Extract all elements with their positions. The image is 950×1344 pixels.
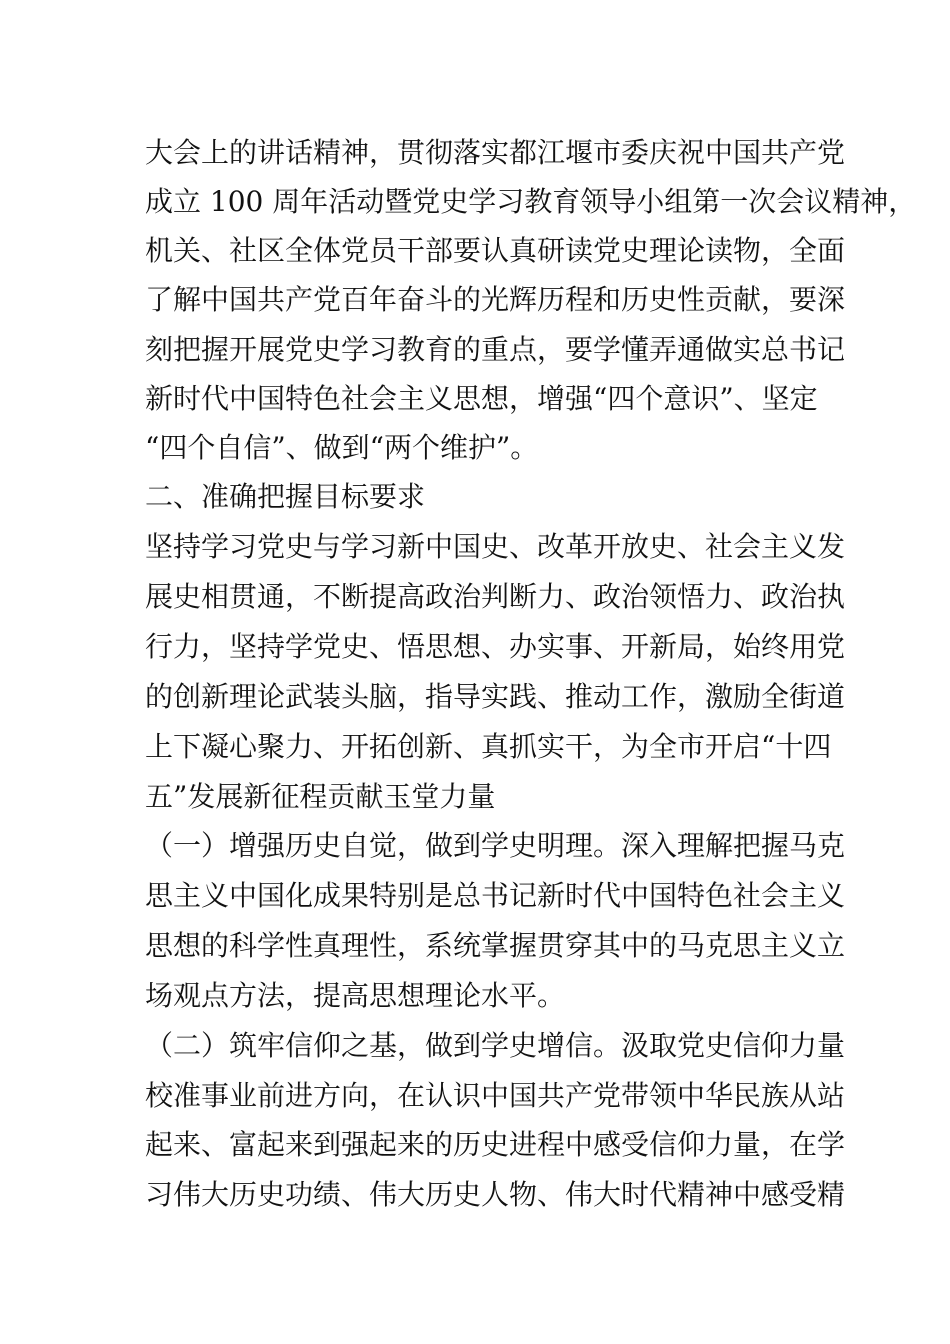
text-line: “四个自信”、做到“两个维护”。 [145,431,539,464]
text-line: （一）增强历史自觉，做到学史明理。深入理解把握马克 [145,829,846,862]
text-line: 大会上的讲话精神，贯彻落实都江堰市委庆祝中国共产党 [145,136,846,169]
text-line: 场观点方法，提高思想理论水平。 [145,979,566,1012]
text-line: 展史相贯通，不断提高政治判断力、政治领悟力、政治执 [145,580,846,613]
text-line: 坚持学习党史与学习新中国史、改革开放史、社会主义发 [145,530,846,563]
section-heading: 二、准确把握目标要求 [145,480,426,513]
text-line: （二）筑牢信仰之基，做到学史增信。汲取党史信仰力量 [145,1029,846,1062]
text-line: 思想的科学性真理性，系统掌握贯穿其中的马克思主义立 [145,929,846,962]
text-line: 刻把握开展党史学习教育的重点，要学懂弄通做实总书记 [145,333,846,366]
text-line: 成立 100 周年活动暨党史学习教育领导小组第一次会议精神， [145,185,917,218]
text-line: 了解中国共产党百年奋斗的光辉历程和历史性贡献，要深 [145,283,846,316]
text-line: 行力，坚持学党史、悟思想、办实事、开新局，始终用党 [145,630,846,663]
text-line: 的创新理论武装头脑，指导实践、推动工作，激励全街道 [145,680,846,713]
text-line: 校准事业前进方向，在认识中国共产党带领中华民族从站 [145,1079,846,1112]
text-line: 习伟大历史功绩、伟大历史人物、伟大时代精神中感受精 [145,1178,846,1211]
text-line: 起来、富起来到强起来的历史进程中感受信仰力量，在学 [145,1128,846,1161]
text-line: 上下凝心聚力、开拓创新、真抓实干，为全市开启“十四 [145,730,832,763]
text-line: 思主义中国化成果特别是总书记新时代中国特色社会主义 [145,879,846,912]
text-line: 机关、社区全体党员干部要认真研读党史理论读物，全面 [145,234,846,267]
text-line: 五”发展新征程贡献玉堂力量 [145,780,496,813]
text-line: 新时代中国特色社会主义思想，增强“四个意识”、坚定 [145,382,818,415]
